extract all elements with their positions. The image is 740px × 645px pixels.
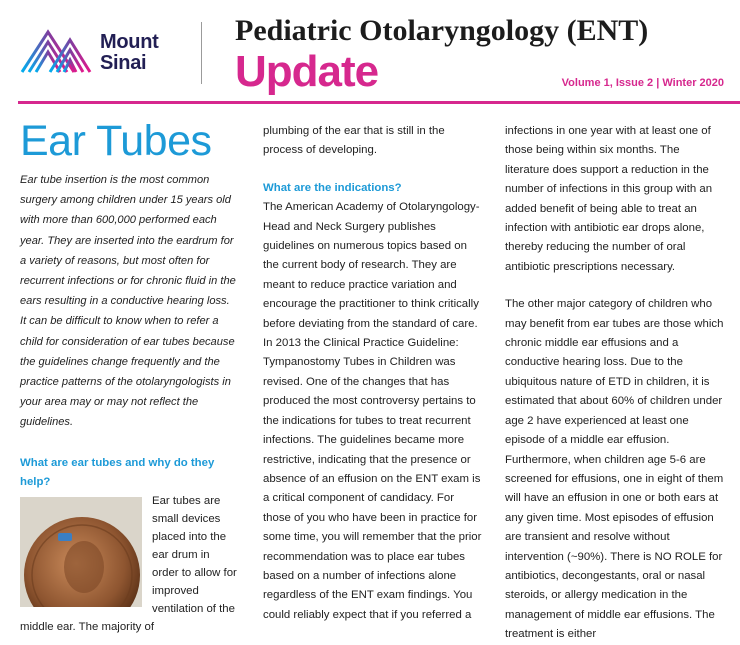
logo-line-mount: Mount [100,31,159,53]
update-heading: Update [235,47,379,96]
mount-sinai-logo-mark-icon [20,20,96,76]
header-rule [18,101,740,104]
column-1 [20,118,238,636]
column-2 [263,122,483,625]
publication-title: Pediatric Otolaryngology (ENT) [235,14,649,47]
logo-line-sinai: Sinai [100,52,147,74]
section-2-text: The American Academy of Otolaryngology-Head and Neck Surgery publishes guidelines on numerous topics based on the current body of research. They are meant to reduce practice variation and encourage the practitioner to think critically before deviating from the standard of care. In 2013 the Clinical Practice Guideline: Tympanostomy Tubes in Children was revised. One of the changes that has produced the most controversy pertains to the indications for tubes to treat recurrent infections. The guidelines became more restrictive, indicating that the presence or absence of an effusion on the ENT exam is a critical component of candidacy. For those of you who have been in practice for some time, you will remember that the prior recommendation was to place ear tubes based on a number of infections alone regardless of the ENT exam findings. You could reliably expect that if you referred a [263,201,482,621]
header-divider [201,22,202,84]
issue-info: Volume 1, Issue 2 | Winter 2020 [561,77,724,89]
section-heading-what-are-ear-tubes: What are ear tubes and why do they help? [20,456,215,489]
column-3-paragraph-1: infections in one year with at least one of those being within six months. The literature does support a reduction in the number of infections in this group with an added benefit of being able to treat an infection with antibiotic ear drops alone, thereby reducing the number of oral antibiotic prescriptions necessary. [505,125,713,273]
section-1-text: Ear tubes are small devices placed into the ear drum in order to allow for improved ventilation of the middle ear. The majority of [20,495,237,634]
penny-coin-icon [20,497,142,607]
column-3 [505,122,727,645]
column-3-paragraph-2: The other major category of children who may benefit from ear tubes are those which chronic middle ear effusions and a conductive hearing loss. Due to the ubiquitous nature of ETD in children, it is estimated that about 60% of children under age 2 have experienced at least one episode of a middle ear effusion. Furthermore, when children age 5-6 are screened for effusions, one in eight of them will have an effusion in one or both ears at any given time. Most episodes of effusion are transient and resolve without intervention (~90%). There is NO ROLE for antibiotics, decongestants, oral or nasal steroids, or allergy medication in the management of middle ear effusions. The treatment is either [505,298,724,641]
mount-sinai-logo [20,20,195,80]
article-title: Ear Tubes [20,117,212,165]
article-lead: Ear tube insertion is the most common surgery among children under 15 years old with more than 600,000 performed each year. They are inserted into the eardrum for a variety of reasons, but most often for recurrent infections or for chronic fluid in the ears resulting in a conductive hearing loss. It can be difficult to know when to refer a child for consideration of ear tubes because the guidelines change frequently and the practice patterns of the otolaryngologists in your area may or may not reflect the guidelines. [20,174,236,429]
section-heading-indications: What are the indications? [263,181,402,194]
column-2-intro: plumbing of the ear that is still in the process of developing. [263,125,445,157]
penny-ear-tube-photo [20,497,142,607]
